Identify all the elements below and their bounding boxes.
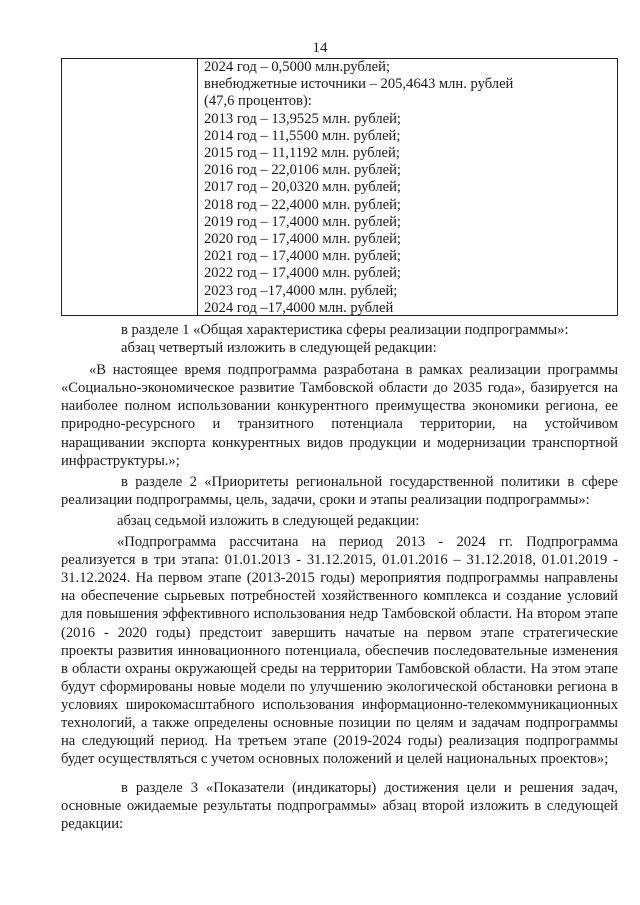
page-number: 14 [312, 40, 328, 56]
funding-line: 2016 год – 22,0106 млн. рублей; [204, 162, 401, 179]
funding-line: 2017 год – 20,0320 млн. рублей; [204, 179, 401, 196]
paragraph-quote-section1: «В настоящее время подпрограмма разработана в рамках реализации программы «Социально-экономическое развитие Тамбовской области до 2035 года», базируется на наиболее полном использовании конкурентного преимущества экономики региона, ее природно-ресурсного и транзитного потенциала территории, на устойчивом наращивании экспорта конкурентных видов продукции и модернизации транспортной инфраструктуры.»; [61, 362, 618, 469]
funding-line: 2014 год – 11,5500 млн. рублей; [204, 127, 401, 144]
funding-line: 2013 год – 13,9525 млн. рублей; [204, 110, 401, 127]
document-body [61, 321, 618, 834]
funding-line: 2024 год – 0,5000 млн.рублей; [204, 59, 391, 75]
funding-line: 2019 год – 17,4000 млн. рублей; [204, 213, 401, 230]
funding-line: 2022 год – 17,4000 млн. рублей; [204, 265, 401, 282]
paragraph-section3-intro: в разделе 3 «Показатели (индикаторы) достижения цели и решения задач, основные ожидаемые результаты подпрограммы» абзац второй изложить в следующей редакции: [61, 780, 618, 833]
funding-line: 2023 год –17,4000 млн. рублей; [204, 282, 398, 299]
paragraph-section2-intro: в разделе 2 «Приоритеты региональной государственной политики в сфере реализации подпрограммы, цель, задачи, сроки и этапы реализации подпрограммы»: [61, 473, 618, 508]
funding-line: 2024 год –17,4000 млн. рублей [204, 299, 394, 316]
table-right-cell [204, 59, 613, 317]
funding-line: 2021 год – 17,4000 млн. рублей; [204, 248, 401, 265]
table-left-cell [62, 59, 198, 315]
funding-line: (47,6 процентов): [204, 93, 312, 110]
paragraph-section1-intro: в разделе 1 «Общая характеристика сферы реализации подпрограммы»: [121, 322, 569, 338]
paragraph-instruction: абзац четвертый изложить в следующей редакции: [121, 340, 437, 357]
funding-line: 2015 год – 11,1192 млн. рублей; [204, 145, 400, 162]
funding-line: 2020 год – 17,4000 млн. рублей; [204, 231, 401, 248]
paragraph-instruction: абзац седьмой изложить в следующей редакции: [117, 512, 420, 529]
funding-line: 2018 год – 22,4000 млн. рублей; [204, 196, 401, 213]
funding-line: внебюджетные источники – 205,4643 млн. рублей [204, 76, 514, 93]
funding-table [61, 58, 618, 316]
paragraph-quote-section2: «Подпрограмма рассчитана на период 2013 - 2024 гг. Подпрограмма реализуется в три этапа: 01.01.2013 - 31.12.2015, 01.01.2016 – 31.12.2018, 01.01.2019 - 31.12.2024. На первом этапе (2013-2015 годы) мероприятия подпрограммы направлены на обеспечение сырьевых потребностей хозяйственного комплекса и создание условий для повышения эффективного использования недр Тамбовской области. На втором этапе (2016 - 2020 годы) предстоит завершить начатые на первом этапе стратегические проекты развития инновационного потенциала, обеспечив последовательные изменения в области охраны окружающей среды на территории Тамбовской области. На этом этапе будут сформированы новые модели по улучшению экологической обстановки региона в условиях широкомасштабного использования информационно-телекоммуникационных технологий, а также определены основные позиции по целям и задачам подпрограммы на следующий период. На третьем этапе (2019-2024 годы) реализация подпрограммы будет осуществляться с учетом основных положений и целей национальных проектов»; [61, 534, 618, 768]
